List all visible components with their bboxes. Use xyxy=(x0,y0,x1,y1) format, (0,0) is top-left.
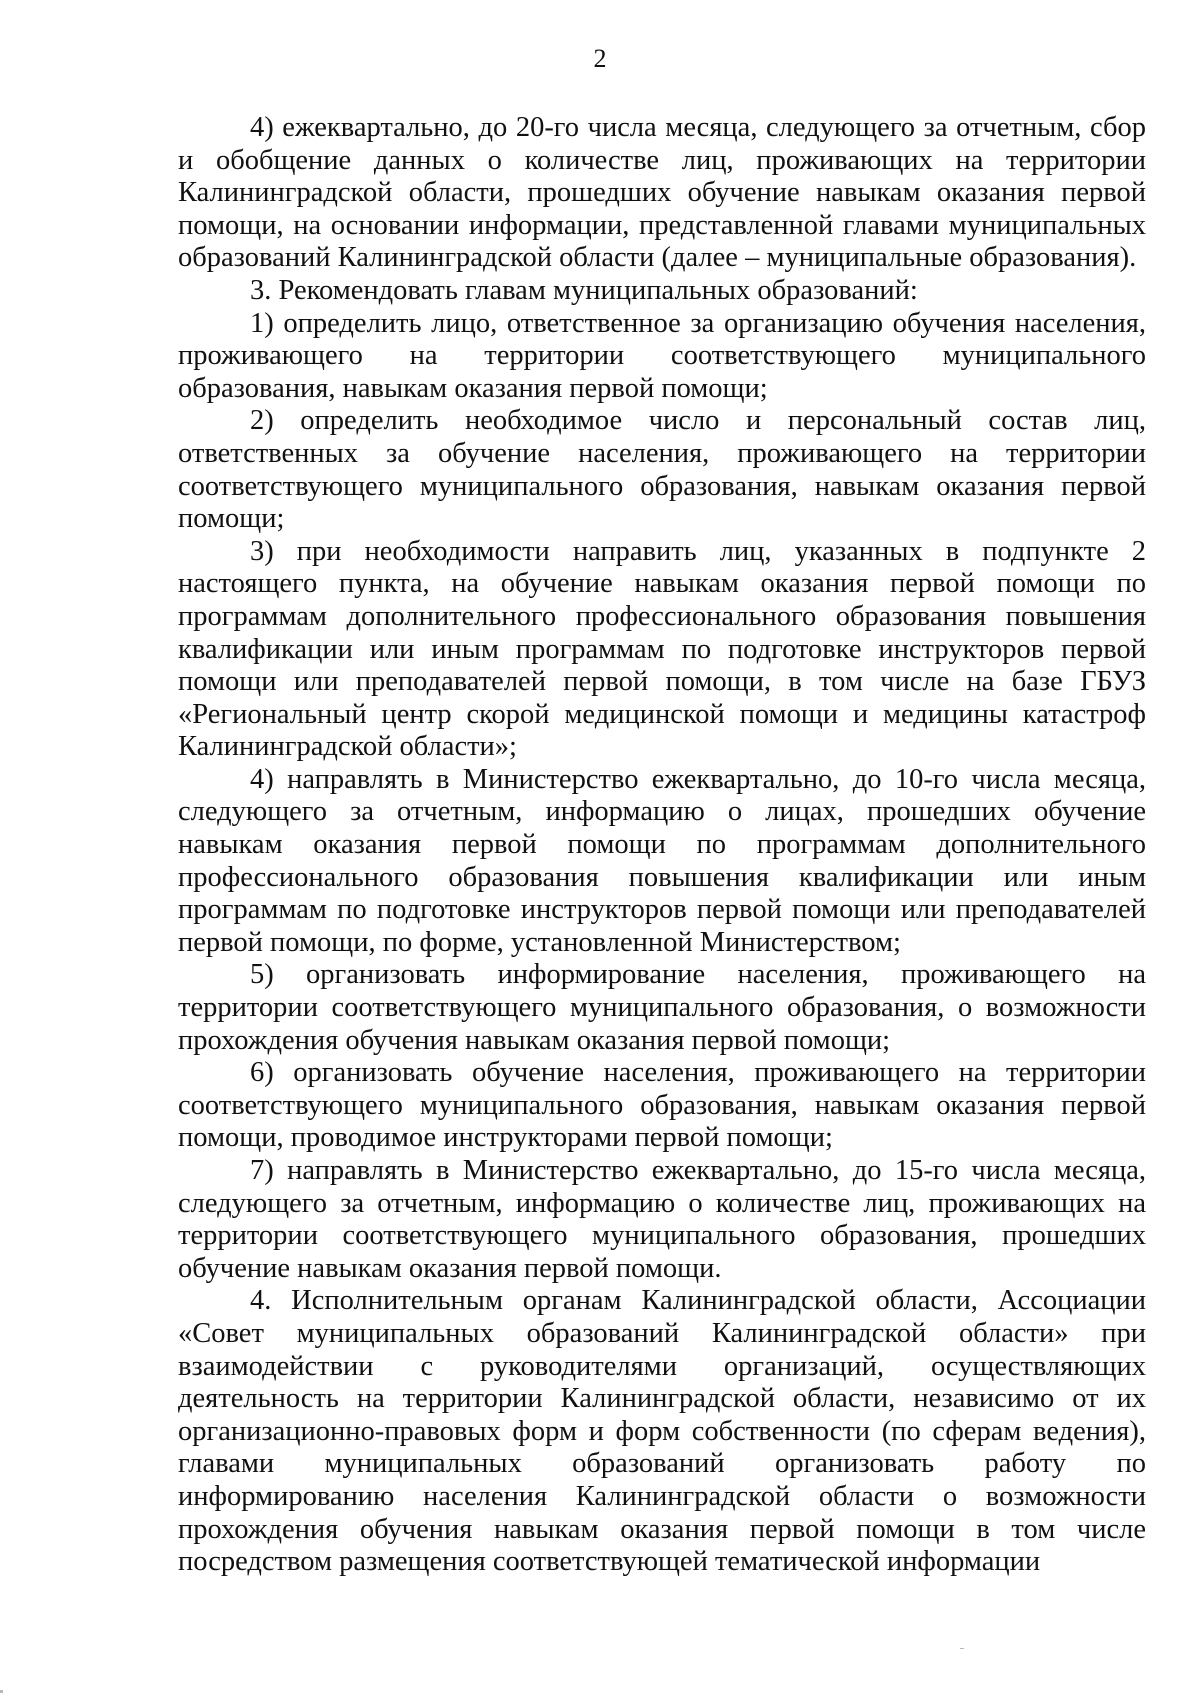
paragraph-section-3-item-2: 2) определить необходимое число и персональный состав лиц, ответственных за обучение населения, проживающего на территории соответствующего муниципального образования, навыкам оказания первой помощи; xyxy=(178,405,1146,535)
paragraph-section-4: 4. Исполнительным органам Калининградской области, Ассоциации «Совет муниципальных образований Калининградской области» при взаимодействии с руководителями организаций, осуществляющих деятельность на территории Калининградской области, независимо от их организационно-правовых форм и форм собственности (по сферам ведения), главами муниципальных образований организовать работу по информированию населения Калининградской области о возможности прохождения обучения навыкам оказания первой помощи в том числе посредством размещения соответствующей тематической информации xyxy=(178,1285,1146,1578)
paragraph-section-3-item-7: 7) направлять в Министерство ежеквартально, до 15-го числа месяца, следующего за отчетным, информацию о количестве лиц, проживающих на территории соответствующего муниципального образования, прошедших обучение навыкам оказания первой помощи. xyxy=(178,1155,1146,1284)
scan-artifact-mark xyxy=(960,1648,964,1649)
paragraph-section-3-item-1: 1) определить лицо, ответственное за организацию обучения населения, проживающего на территории соответствующего муниципального образования, навыкам оказания первой помощи; xyxy=(178,307,1146,404)
document-body xyxy=(178,112,1146,1579)
paragraph-section-3-item-4: 4) направлять в Министерство ежеквартально, до 10-го числа месяца, следующего за отчетным, информацию о лицах, прошедших обучение навыкам оказания первой помощи по программам дополнительного профессионального образования повышения квалификации или иным программам по подготовке инструкторов первой помощи или преподавателей первой помощи, по форме, установленной Министерством; xyxy=(178,763,1146,958)
paragraph-section-3-item-5: 5) организовать информирование населения, проживающего на территории соответствующего муниципального образования, о возможности прохождения обучения навыкам оказания первой помощи; xyxy=(178,959,1146,1056)
paragraph-section-3-heading: 3. Рекомендовать главам муниципальных образований: xyxy=(250,274,918,306)
page-number: 2 xyxy=(593,44,607,73)
paragraph-item-4-subpoint: 4) ежеквартально, до 20-го числа месяца, следующего за отчетным, сбор и обобщение данных о количестве лиц, проживающих на территории Калининградской области, прошедших обучение навыкам оказания первой помощи, на основании информации, представленной главами муниципальных образований Калининградской области (далее – муниципальные образования). xyxy=(178,112,1146,274)
paragraph-section-3-item-3: 3) при необходимости направить лиц, указанных в подпункте 2 настоящего пункта, на обучение навыкам оказания первой помощи по программам дополнительного профессионального образования повышения квалификации или иным программам по подготовке инструкторов первой помощи или преподавателей первой помощи, в том числе на базе ГБУЗ «Региональный центр скорой медицинской помощи и медицины катастроф Калининградской области»; xyxy=(178,535,1146,763)
paragraph-section-3-item-6: 6) организовать обучение населения, проживающего на территории соответствующего муниципального образования, навыкам оказания первой помощи, проводимое инструкторами первой помощи; xyxy=(178,1057,1146,1154)
scan-artifact-mark xyxy=(0,1690,3,1693)
